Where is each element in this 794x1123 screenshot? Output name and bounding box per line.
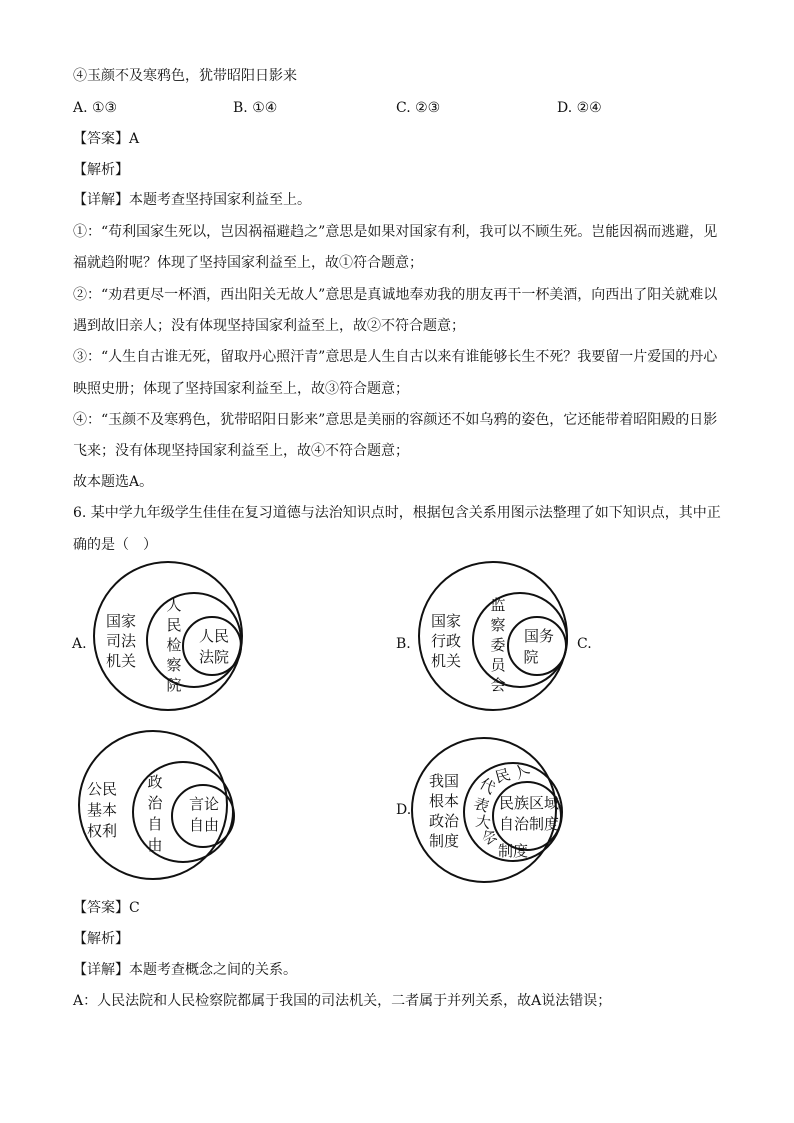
inner-label: 院 — [523, 648, 539, 666]
inner-label: 自由 — [188, 816, 220, 834]
question-6-stem: 确的是（ ） — [73, 537, 157, 553]
question-option-4: ④玉颜不及寒鸦色，犹带昭阳日影来 — [73, 68, 297, 84]
explanation-line: ③：“人生自古谁无死，留取丹心照汗青”意思是人生自古以来有谁能够长生不死？我要留一片爱国的丹心 — [73, 349, 718, 365]
detail-heading: 【详解】本题考查概念之间的关系。 — [73, 962, 297, 978]
outer-label: 机关 — [105, 652, 137, 670]
answer-label: 【答案】C — [73, 900, 140, 916]
analysis-label: 【解析】 — [73, 931, 129, 947]
middle-label: 监 — [490, 596, 506, 614]
inner-label: 法院 — [198, 648, 230, 666]
middle-arc-label: 大 — [474, 811, 493, 833]
middle-bottom-label: 制度 — [497, 842, 529, 860]
middle-arc-label: 民 — [493, 765, 513, 787]
middle-label: 人 — [166, 596, 182, 614]
diagram-a — [94, 562, 242, 710]
diagram-c — [79, 731, 234, 879]
inner-label: 自治制度 — [498, 815, 560, 833]
outer-label: 我国 — [428, 772, 460, 790]
diagram-label-d: D. — [396, 802, 412, 818]
analysis-label: 【解析】 — [73, 162, 129, 178]
option-a: A. ①③ — [73, 100, 118, 116]
explanation-line: ④：“玉颜不及寒鸦色，犹带昭阳日影来”意思是美丽的容颜还不如乌鸦的姿色，它还能带着昭阳殿的日影 — [73, 412, 718, 428]
middle-label: 会 — [490, 676, 506, 694]
middle-label: 民 — [166, 616, 182, 634]
option-c: C. ②③ — [396, 100, 441, 116]
outer-label: 制度 — [428, 832, 460, 850]
answer-label: 【答案】A — [73, 131, 140, 147]
inner-circle — [508, 617, 566, 675]
explanation-line: 遇到故旧亲人；没有体现坚持国家利益至上，故②不符合题意； — [73, 318, 465, 334]
middle-label: 委 — [490, 636, 506, 654]
explanation-line: 故本题选A。 — [73, 474, 154, 490]
middle-arc-label: 人 — [510, 759, 533, 783]
question-6-stem: 6. 某中学九年级学生佳佳在复习道德与法治知识点时，根据包含关系用图示法整理了如下知识点，其中正 — [73, 505, 721, 521]
middle-label: 察 — [166, 656, 182, 674]
middle-arc-label: 表 — [471, 794, 492, 817]
outer-label: 公民 — [86, 780, 118, 798]
middle-arc-label: 会 — [478, 825, 501, 849]
inner-circle — [183, 617, 241, 675]
outer-label: 国家 — [430, 612, 462, 630]
middle-label: 察 — [490, 616, 506, 634]
outer-label: 基本 — [86, 801, 118, 819]
outer-label: 机关 — [430, 652, 462, 670]
outer-label: 权利 — [86, 822, 118, 840]
outer-label: 根本 — [428, 792, 460, 810]
diagram-b — [419, 562, 567, 710]
explanation-line: 飞来；没有体现坚持国家利益至上，故④不符合题意； — [73, 443, 409, 459]
diagram-label-a: A. — [72, 636, 87, 652]
explanation-line: 映照史册；体现了坚持国家利益至上，故③符合题意； — [73, 381, 409, 397]
explanation-line: ②：“劝君更尽一杯酒，西出阳关无故人”意思是真诚地奉劝我的朋友再干一杯美酒，向西出了阳关就难以 — [73, 287, 718, 303]
outer-label: 国家 — [105, 612, 137, 630]
inner-label: 民族区域 — [498, 794, 560, 812]
outer-label: 政治 — [428, 812, 460, 830]
inner-label: 国务 — [523, 627, 555, 645]
explanation-line: 福就趋附呢？体现了坚持国家利益至上，故①符合题意； — [73, 255, 423, 271]
inner-label: 言论 — [188, 795, 220, 813]
detail-heading: 【详解】本题考查坚持国家利益至上。 — [73, 192, 311, 208]
explanation-line: A：人民法院和人民检察院都属于我国的司法机关，二者属于并列关系，故A说法错误； — [73, 993, 612, 1009]
middle-label: 院 — [166, 676, 182, 694]
middle-arc-label: 代 — [476, 774, 499, 798]
diagram-label-c: C. — [577, 636, 592, 652]
middle-label: 员 — [490, 656, 506, 674]
outer-label: 行政 — [430, 632, 462, 650]
option-d: D. ②④ — [557, 100, 602, 116]
explanation-line: ①：“苟利国家生死以，岂因祸福避趋之”意思是如果对国家有利，我可以不顾生死。岂能因祸而逃避，见 — [73, 224, 718, 240]
diagram-d — [412, 738, 562, 882]
outer-label: 司法 — [105, 632, 137, 650]
middle-label: 自 — [147, 815, 163, 833]
inner-label: 人民 — [198, 627, 230, 645]
middle-label: 治 — [147, 794, 163, 812]
middle-label: 政 — [147, 773, 163, 791]
option-b: B. ①④ — [233, 100, 278, 116]
middle-label: 由 — [147, 836, 163, 854]
middle-label: 检 — [166, 636, 182, 654]
diagram-label-b: B. — [396, 636, 411, 652]
